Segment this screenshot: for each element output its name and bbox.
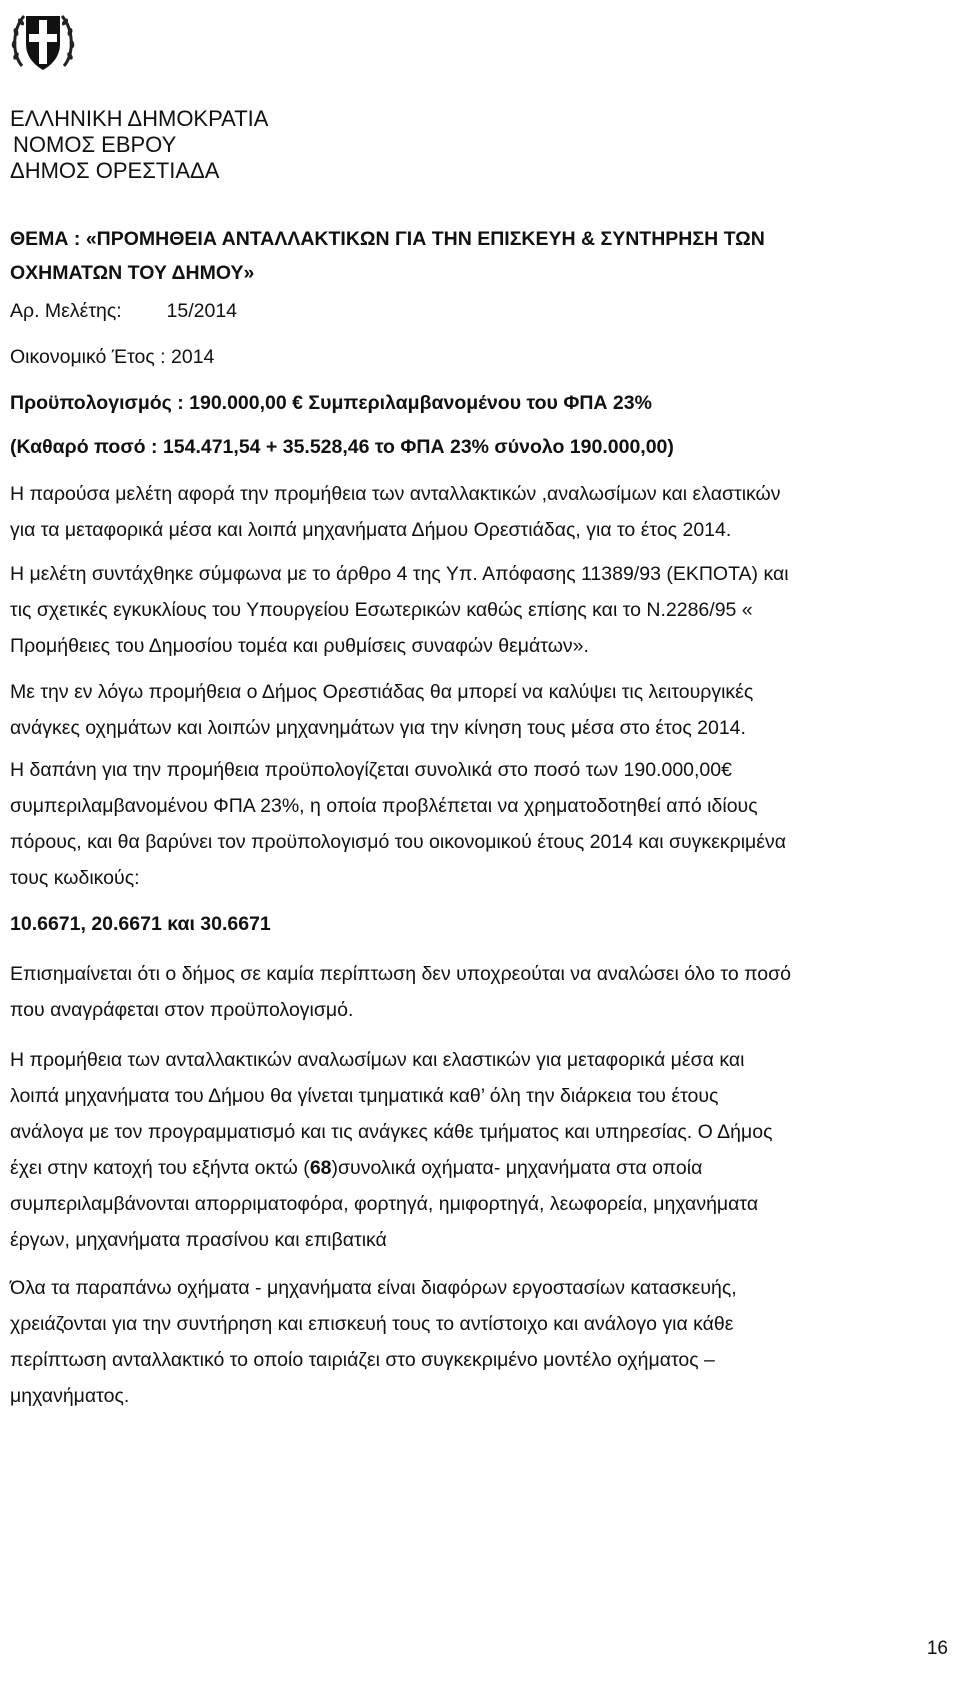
fiscal-year-label: Οικονομικό Έτος : — [10, 346, 166, 368]
header-prefecture: ΝΟΜΟΣ ΕΒΡΟΥ — [13, 132, 177, 157]
paragraph-line: συμπεριλαμβάνονται απορριματοφόρα, φορτηγά, ημιφορτηγά, λεωφορεία, μηχανήματα — [10, 1193, 759, 1215]
paragraph-scope — [10, 476, 945, 548]
paragraph-line: ανάγκες οχημάτων και λοιπών μηχανημάτων για την κίνηση τους μέσα στο έτος 2014. — [10, 717, 746, 739]
subject-heading — [10, 222, 945, 290]
paragraph-line: Η προμήθεια των ανταλλακτικών αναλωσίμων και ελαστικών για μεταφορικά μέσα και — [10, 1049, 745, 1071]
paragraph-line: που αναγράφεται στον προϋπολογισμό. — [10, 999, 354, 1021]
paragraph-line: πόρους, και θα βαρύνει τον προϋπολογισμό του οικονομικού έτους 2014 και συγκεκριμένα — [10, 831, 786, 853]
study-number — [10, 296, 945, 326]
study-number-value: 15/2014 — [166, 300, 238, 322]
paragraph-fleet — [10, 1042, 945, 1258]
page-number: 16 — [926, 1638, 948, 1659]
budget-line: Προϋπολογισμός : 190.000,00 € Συμπεριλαμβανομένου του ΦΠΑ 23% — [10, 392, 652, 414]
paragraph-line: Η δαπάνη για την προμήθεια προϋπολογίζεται συνολικά στο ποσό των 190.000,00€ — [10, 759, 732, 781]
paragraph-line: Η μελέτη συντάχθηκε σύμφωνα με το άρθρο 4 της Υπ. Απόφασης 11389/93 (ΕΚΠΟΤΑ) και — [10, 563, 789, 585]
paragraph-line: Επισημαίνεται ότι ο δήμος σε καμία περίπτωση δεν υποχρεούται να αναλώσει όλο το ποσό — [10, 963, 791, 985]
net-amount-line: (Καθαρό ποσό : 154.471,54 + 35.528,46 το ΦΠΑ 23% σύνολο 190.000,00) — [10, 436, 674, 458]
fiscal-year-value: 2014 — [171, 346, 215, 368]
paragraph-spare-parts — [10, 1270, 945, 1414]
paragraph-purpose — [10, 674, 945, 746]
paragraph-line: περίπτωση ανταλλακτικό το οποίο ταιριάζει στο συγκεκριμένο μοντέλο οχήματος – — [10, 1349, 715, 1371]
fiscal-year — [10, 342, 945, 372]
budget-codes: 10.6671, 20.6671 και 30.6671 — [10, 913, 271, 935]
header-municipality: ΔΗΜΟΣ ΟΡΕΣΤΙΑΔΑ — [10, 158, 220, 183]
paragraph-line: μηχανήματος. — [10, 1385, 130, 1407]
paragraph-notice — [10, 956, 945, 1028]
paragraph-line: Όλα τα παραπάνω οχήματα - μηχανήματα είναι διαφόρων εργοστασίων κατασκευής, — [10, 1277, 737, 1299]
paragraph-line: ανάλογα με τον προγραμματισμό και τις ανάγκες κάθε τμήματος και υπηρεσίας. Ο Δήμος — [10, 1121, 773, 1143]
header-country: ΕΛΛΗΝΙΚΗ ΔΗΜΟΚΡΑΤΙΑ — [10, 106, 269, 131]
paragraph-line — [10, 1150, 945, 1186]
paragraph-line: έργων, μηχανήματα πρασίνου και επιβατικά — [10, 1229, 387, 1251]
fleet-text-pre: έχει στην κατοχή του εξήντα οκτώ ( — [10, 1157, 310, 1179]
paragraph-line: χρειάζονται για την συντήρηση και επισκευή τους το αντίστοιχο και ανάλογο για κάθε — [10, 1313, 734, 1335]
paragraph-line: λοιπά μηχανήματα του Δήμου θα γίνεται τμηματικά καθ’ όλη την διάρκεια του έτους — [10, 1085, 719, 1107]
paragraph-line: Προμήθειες του Δημοσίου τομέα και ρυθμίσεις συναφών θεμάτων». — [10, 635, 589, 657]
study-number-label: Αρ. Μελέτης: — [10, 300, 122, 322]
paragraph-line: Με την εν λόγω προμήθεια ο Δήμος Ορεστιάδας θα μπορεί να καλύψει τις λειτουργικές — [10, 681, 754, 703]
fleet-count: 68 — [309, 1157, 332, 1179]
paragraph-line: τις σχετικές εγκυκλίους του Υπουργείου Εσωτερικών καθώς επίσης και το Ν.2286/95 « — [10, 599, 753, 621]
paragraph-legal-basis — [10, 556, 945, 664]
paragraph-line: Η παρούσα μελέτη αφορά την προμήθεια των ανταλλακτικών ,αναλωσίμων και ελαστικών — [10, 483, 781, 505]
subject-line-2: ΟΧΗΜΑΤΩΝ ΤΟΥ ΔΗΜΟΥ» — [10, 262, 255, 284]
document-body — [10, 222, 945, 1414]
paragraph-expenditure — [10, 752, 945, 896]
paragraph-line: τους κωδικούς: — [10, 867, 140, 889]
subject-line-1: ΘΕΜΑ : «ΠΡΟΜΗΘΕΙΑ ΑΝΤΑΛΛΑΚΤΙΚΩΝ ΓΙΑ ΤΗΝ ΕΠΙΣΚΕΥΗ & ΣΥΝΤΗΡΗΣΗ ΤΩΝ — [10, 228, 765, 250]
paragraph-line: για τα μεταφορικά μέσα και λοιπά μηχανήματα Δήμου Ορεστιάδας, για το έτος 2014. — [10, 519, 732, 541]
paragraph-line: συμπεριλαμβανομένου ΦΠΑ 23%, η οποία προβλέπεται να χρηματοδοτηθεί από ιδίους — [10, 795, 758, 817]
issuer-header — [10, 106, 268, 184]
fleet-text-post: )συνολικά οχήματα- μηχανήματα στα οποία — [331, 1157, 703, 1179]
greek-coat-of-arms-icon — [10, 6, 76, 74]
